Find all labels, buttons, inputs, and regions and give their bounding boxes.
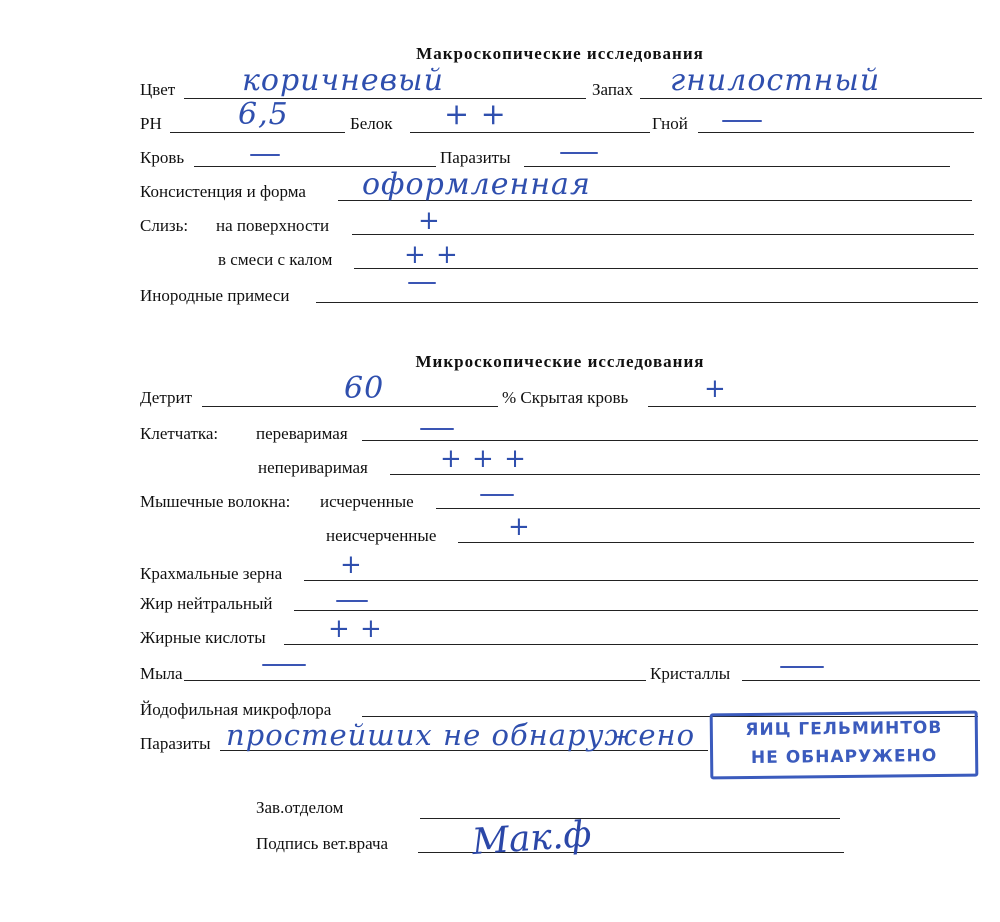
fiber-dig-label: переваримая <box>256 424 348 443</box>
muscle-striated-label: исчерченные <box>320 492 414 511</box>
head-of-dept-label: Зав.отделом <box>256 798 344 817</box>
smell-label: Запах <box>592 80 633 99</box>
starch-line <box>304 580 978 581</box>
muscle-label: Мышечные волокна: <box>140 492 291 511</box>
soaps-line <box>184 680 646 681</box>
smell-value: гнилостный <box>670 63 881 98</box>
fiber-dig-line <box>362 440 978 441</box>
foreign-label: Инородные примеси <box>140 286 290 305</box>
consistency-value: оформленная <box>362 167 591 202</box>
micro-parasites-value: простейших не обнаружено <box>226 718 696 752</box>
iodo-label: Йодофильная микрофлора <box>140 700 332 719</box>
fatty-acids-line <box>284 644 978 645</box>
starch-value: + <box>340 550 363 580</box>
consistency-label: Консистенция и форма <box>140 182 306 201</box>
pus-label: Гной <box>652 114 688 133</box>
starch-label: Крахмальные зерна <box>140 564 283 583</box>
ph-value: 6,5 <box>238 97 289 132</box>
foreign-line <box>316 302 978 303</box>
blood-label: Кровь <box>140 148 185 167</box>
mucus-mixed-value: + + <box>404 240 459 270</box>
stamp <box>710 711 979 780</box>
fat-line <box>294 610 978 611</box>
soaps-label: Мыла <box>140 664 183 683</box>
occult-label: % Скрытая кровь <box>502 388 629 407</box>
crystals-line <box>742 680 980 681</box>
occult-value: + <box>704 374 727 404</box>
macro-parasites-value-dash <box>560 152 598 154</box>
stamp-line-1: ЯИЦ ГЕЛЬМИНТОВ <box>745 717 943 741</box>
protein-line <box>410 132 650 133</box>
pus-value-dash <box>722 120 762 122</box>
muscle-unstriated-line <box>458 542 974 543</box>
fiber-indig-label: непериваримая <box>258 458 368 477</box>
ph-line <box>170 132 345 133</box>
head-of-dept-line <box>420 818 840 819</box>
color-value: коричневый <box>242 63 444 98</box>
blood-value-dash <box>250 154 280 156</box>
micro-parasites-label: Паразиты <box>140 734 211 753</box>
crystals-value-dash <box>780 666 824 668</box>
macro-parasites-label: Паразиты <box>440 148 511 167</box>
color-label: Цвет <box>140 80 176 99</box>
mucus-mixed-label: в смеси с калом <box>218 250 333 269</box>
stamp-line-2: НЕ ОБНАРУЖЕНО <box>750 746 938 768</box>
muscle-striated-line <box>436 508 980 509</box>
muscle-striated-value-dash <box>480 494 514 496</box>
soaps-value-dash <box>262 664 306 666</box>
micro-heading: Микроскопические исследования <box>415 352 705 371</box>
muscle-unstriated-label: неисчерченные <box>326 526 437 545</box>
fiber-indig-line <box>390 474 980 475</box>
vet-signature: Мак.ф <box>470 813 593 864</box>
fatty-acids-label: Жирные кислоты <box>140 628 266 647</box>
vet-signature-label: Подпись вет.врача <box>256 834 389 853</box>
mucus-surface-label: на поверхности <box>216 216 330 235</box>
fiber-dig-value-dash <box>420 428 454 430</box>
crystals-label: Кристаллы <box>650 664 731 683</box>
fatty-acids-value: + + <box>328 614 383 644</box>
detritus-label: Детрит <box>140 388 193 407</box>
mucus-surface-line <box>352 234 974 235</box>
ph-label: РН <box>140 114 162 133</box>
mucus-surface-value: + <box>418 206 441 236</box>
fat-label: Жир нейтральный <box>140 594 273 613</box>
smell-line <box>640 98 982 99</box>
detritus-line <box>202 406 498 407</box>
fiber-indig-value: + + + <box>440 444 527 474</box>
fat-value-dash <box>336 600 368 602</box>
occult-line <box>648 406 976 407</box>
mucus-label: Слизь: <box>140 216 189 235</box>
muscle-unstriated-value: + <box>508 512 531 542</box>
foreign-value-dash <box>408 282 436 284</box>
detritus-value: 60 <box>344 371 385 406</box>
macro-heading: Макроскопические исследования <box>416 44 704 63</box>
pus-line <box>698 132 974 133</box>
protein-label: Белок <box>350 114 393 133</box>
fiber-label: Клетчатка: <box>140 424 219 443</box>
protein-value: + + <box>444 97 507 132</box>
